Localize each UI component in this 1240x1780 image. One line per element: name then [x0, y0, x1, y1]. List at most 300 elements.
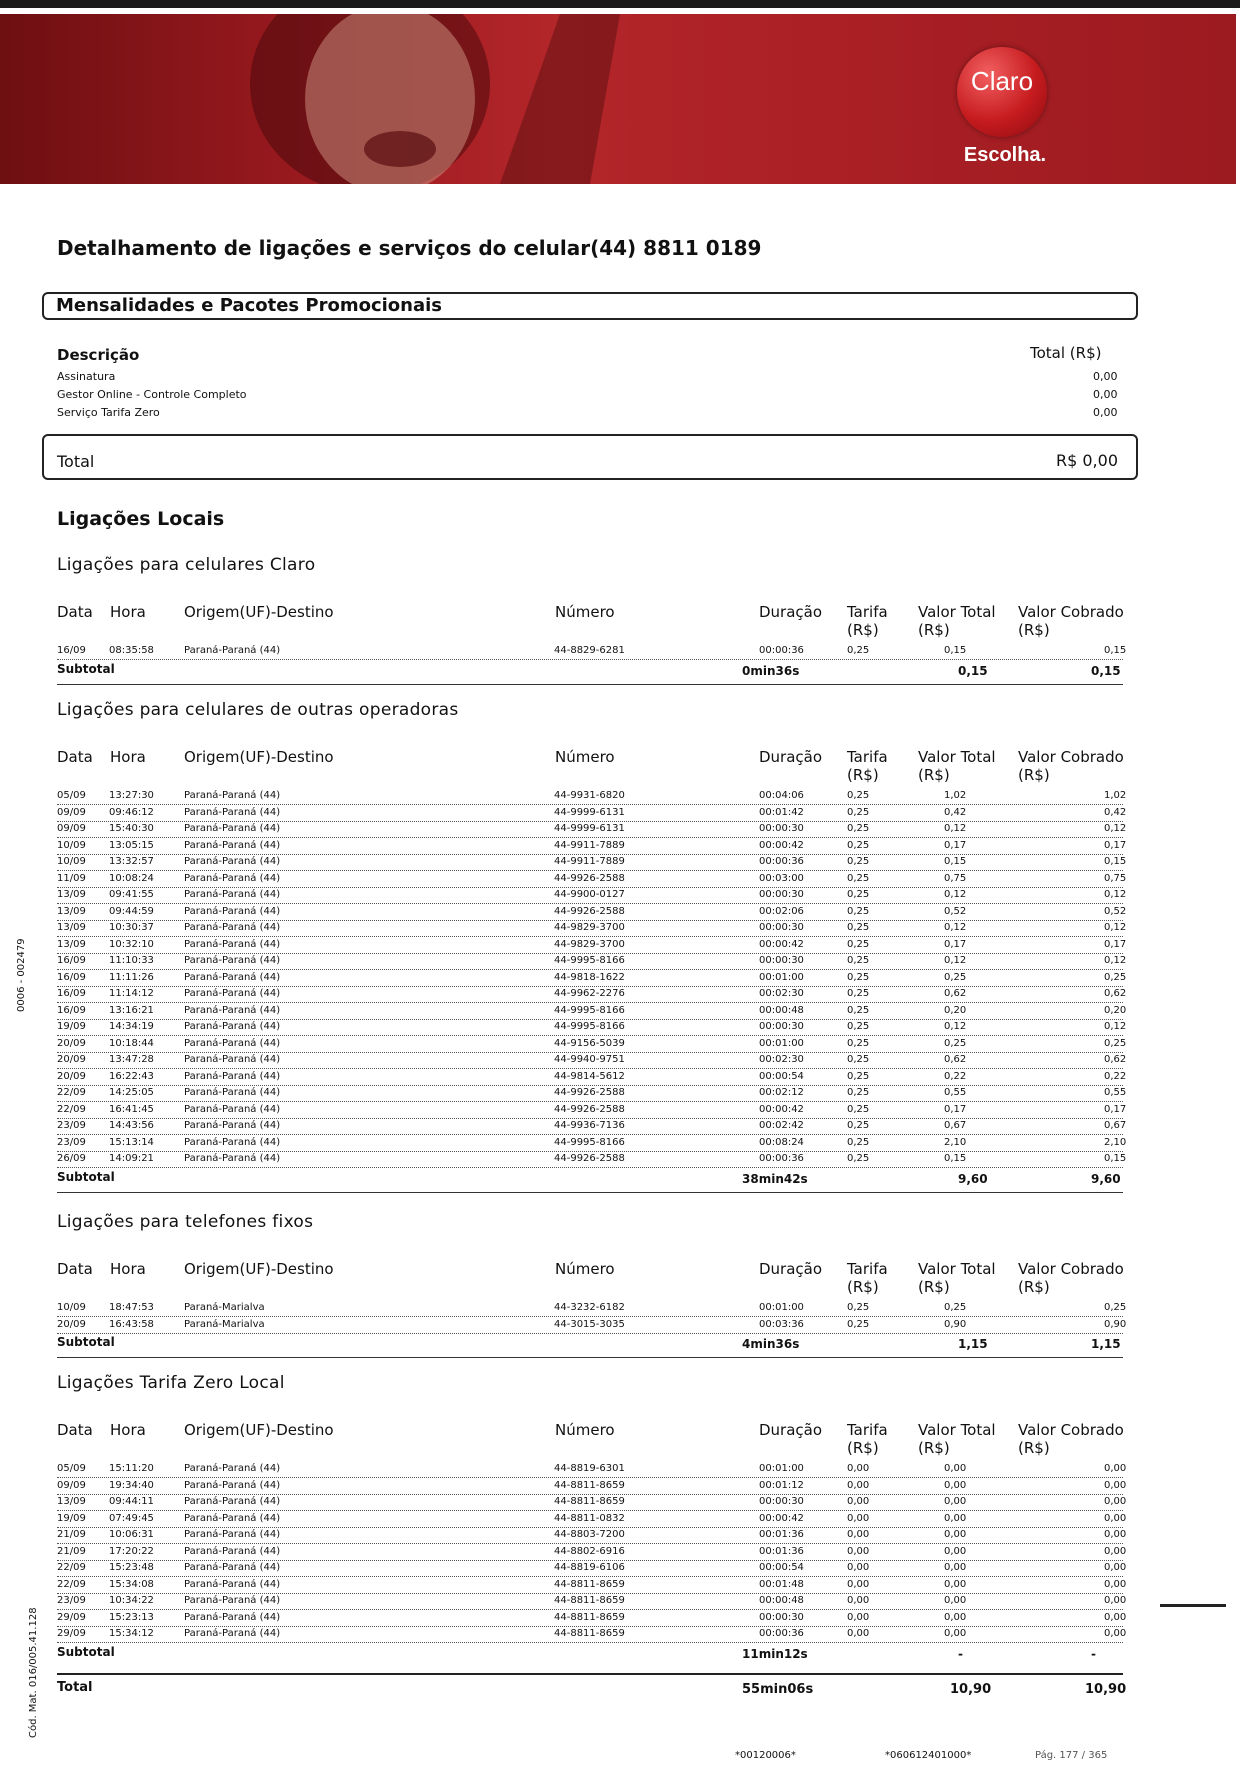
subtotal-label: Subtotal: [57, 661, 115, 676]
table-cell: Paraná-Paraná (44): [184, 839, 281, 851]
table-cell: 05/09: [57, 790, 86, 801]
table-cell: 0,00: [1104, 1628, 1127, 1639]
mensalidade-desc: Serviço Tarifa Zero: [57, 406, 160, 419]
table-cell: 44-9829-3700: [554, 938, 625, 950]
col-hora: Hora: [110, 1421, 146, 1439]
table-cell: 0,00: [847, 1595, 870, 1606]
table-cell: Paraná-Paraná (44): [184, 1628, 281, 1639]
grand-total-cobrado: 10,90: [1085, 1682, 1127, 1697]
table-cell: 44-9936-7136: [554, 1120, 625, 1131]
table-cell: 0,62: [1104, 988, 1127, 999]
table-cell: Paraná-Paraná (44): [184, 955, 281, 966]
table-cell: 0,12: [944, 922, 967, 933]
table-cell: Paraná-Paraná (44): [184, 1021, 281, 1032]
total-box: [42, 434, 1138, 480]
table-cell: Paraná-Paraná (44): [184, 988, 281, 999]
table-cell: 0,25: [847, 1087, 870, 1098]
table-cell: 0,22: [944, 1070, 967, 1082]
table-row: [57, 1102, 1127, 1119]
table-row: [57, 1019, 1127, 1036]
margin-mark: [1160, 1604, 1226, 1607]
table-cell: 0,00: [1104, 1595, 1127, 1606]
table-cell: 0,15: [944, 645, 967, 656]
mensalidade-desc: Gestor Online - Controle Completo: [57, 388, 247, 401]
table-cell: 0,90: [944, 1318, 967, 1330]
table-row: [57, 805, 1127, 822]
subtotal-duracao: 38min42s: [742, 1171, 808, 1186]
table-cell: 14:25:05: [109, 1087, 154, 1098]
col-valor-total: Valor Total (R$): [918, 1421, 996, 1457]
table-cell: 15:34:12: [109, 1628, 154, 1639]
table-cell: 14:34:19: [109, 1021, 154, 1032]
table-cell: Paraná-Paraná (44): [184, 1529, 281, 1540]
table-cell: 0,12: [944, 1021, 967, 1032]
table-cell: 0,62: [1104, 1054, 1127, 1065]
table-cell: 09:44:11: [109, 1496, 154, 1507]
mensalidades-heading: Mensalidades e Pacotes Promocionais: [56, 295, 443, 316]
table-cell: 00:01:12: [759, 1479, 804, 1491]
table-cell: 0,17: [1104, 1103, 1127, 1115]
table-cell: 17:20:22: [109, 1545, 154, 1557]
table-cell: 20/09: [57, 1318, 86, 1330]
table-row: [57, 1300, 1127, 1317]
table-cell: 0,25: [847, 1120, 870, 1131]
subtotal-total: 0,15: [958, 663, 988, 678]
table-cell: 0,25: [847, 1153, 870, 1164]
footer-code-2: *060612401000*: [885, 1750, 972, 1761]
table-cell: 44-9995-8166: [554, 1021, 625, 1032]
table-cell: 16/09: [57, 971, 86, 983]
table-cell: 00:00:42: [759, 1103, 804, 1115]
table-cell: 00:02:30: [759, 1054, 804, 1065]
table-row: [57, 887, 1127, 904]
table-cell: 26/09: [57, 1153, 86, 1164]
table-cell: 16/09: [57, 988, 86, 999]
total-label: Total: [57, 452, 95, 471]
table-cell: 0,00: [944, 1529, 967, 1540]
table-cell: Paraná-Paraná (44): [184, 1479, 281, 1491]
table-cell: 0,25: [847, 790, 870, 801]
table-row: [57, 1560, 1127, 1577]
table-cell: 00:00:42: [759, 938, 804, 950]
table-cell: 0,25: [847, 872, 870, 884]
table-cell: Paraná-Paraná (44): [184, 856, 281, 867]
table-cell: 0,17: [944, 1103, 967, 1115]
table-row: [57, 937, 1127, 954]
table-cell: 0,00: [944, 1595, 967, 1606]
claro-logo: Claro: [970, 66, 1034, 96]
table-cell: 00:01:42: [759, 806, 804, 818]
section-divider: [57, 1192, 1123, 1193]
mensalidade-total: 0,00: [1093, 370, 1118, 383]
col-descricao: Descrição: [57, 346, 140, 364]
table-row: [57, 838, 1127, 855]
col-hora: Hora: [110, 748, 146, 766]
table-cell: 0,17: [1104, 938, 1127, 950]
table-cell: 00:00:36: [759, 645, 804, 656]
col-data: Data: [57, 603, 93, 621]
table-row: [57, 953, 1127, 970]
table-cell: 00:08:24: [759, 1136, 804, 1148]
table-row: [57, 821, 1127, 838]
table-cell: 13/09: [57, 938, 86, 950]
table-cell: 00:00:42: [759, 839, 804, 851]
table-cell: Paraná-Paraná (44): [184, 1070, 281, 1082]
table-cell: 0,20: [944, 1004, 967, 1016]
table-cell: 0,00: [1104, 1496, 1127, 1507]
table-cell: 0,15: [1104, 1153, 1127, 1164]
table-cell: 00:00:30: [759, 823, 804, 834]
table-cell: 13/09: [57, 889, 86, 900]
table-cell: Paraná-Paraná (44): [184, 1512, 281, 1524]
table-cell: 44-9962-2276: [554, 988, 625, 999]
table-cell: 09/09: [57, 823, 86, 834]
table-cell: 0,25: [847, 988, 870, 999]
table-cell: 44-9911-7889: [554, 856, 625, 867]
mensalidade-total: 0,00: [1093, 406, 1118, 419]
table-cell: 20/09: [57, 1070, 86, 1082]
table-cell: Paraná-Marialva: [184, 1318, 265, 1330]
subtotal-total: 1,15: [958, 1337, 988, 1351]
col-hora: Hora: [110, 603, 146, 621]
table-cell: 0,25: [944, 1302, 967, 1313]
table-cell: 10:18:44: [109, 1037, 154, 1049]
table-row: [57, 854, 1127, 871]
table-cell: 44-9995-8166: [554, 955, 625, 966]
table-cell: 0,12: [1104, 955, 1127, 966]
subtotal-label: Subtotal: [57, 1644, 115, 1659]
col-data: Data: [57, 1260, 93, 1278]
table-row: [57, 1003, 1127, 1020]
page-number: Pág. 177 / 365: [1035, 1750, 1108, 1761]
table-cell: 0,12: [1104, 889, 1127, 900]
table-cell: 44-9818-1622: [554, 971, 625, 983]
table-cell: Paraná-Paraná (44): [184, 938, 281, 950]
table-cell: 0,25: [847, 1004, 870, 1016]
table-cell: 10:34:22: [109, 1595, 154, 1606]
table-cell: 15:23:48: [109, 1562, 154, 1573]
table-cell: 00:00:30: [759, 922, 804, 933]
col-valor-cobrado: Valor Cobrado (R$): [1018, 1260, 1124, 1296]
table-cell: 44-8811-0832: [554, 1512, 625, 1524]
table-cell: Paraná-Paraná (44): [184, 1153, 281, 1164]
table-cell: 0,75: [1104, 872, 1127, 884]
table-cell: 0,00: [944, 1611, 967, 1623]
table-cell: 0,25: [847, 922, 870, 933]
table-row: [57, 986, 1127, 1003]
table-cell: 44-8802-6916: [554, 1545, 625, 1557]
side-code-top: 0006 - 002479: [16, 938, 27, 1012]
subtotal-cobrado: 1,15: [1091, 1337, 1121, 1351]
subtotal-total: -: [958, 1646, 963, 1661]
table-cell: 0,00: [1104, 1545, 1127, 1557]
table-cell: 44-9931-6820: [554, 790, 625, 801]
table-cell: 0,75: [944, 872, 967, 884]
table-cell: Paraná-Paraná (44): [184, 1578, 281, 1590]
table-cell: 00:00:54: [759, 1562, 804, 1573]
total-value: R$ 0,00: [1055, 451, 1118, 470]
table-cell: 13:32:57: [109, 856, 154, 867]
table-cell: 00:02:06: [759, 905, 804, 917]
subtotal-cobrado: -: [1091, 1646, 1096, 1661]
table-cell: 0,00: [944, 1628, 967, 1639]
banner-photo: [200, 14, 620, 184]
table-cell: Paraná-Paraná (44): [184, 1087, 281, 1098]
mensalidade-total: 0,00: [1093, 388, 1118, 401]
table-cell: 44-9900-0127: [554, 889, 625, 900]
table-cell: 09/09: [57, 806, 86, 818]
subtotal-label: Subtotal: [57, 1169, 115, 1184]
table-cell: Paraná-Paraná (44): [184, 645, 281, 656]
table-cell: Paraná-Paraná (44): [184, 806, 281, 818]
table-row: [57, 1118, 1127, 1135]
table-cell: 0,15: [944, 856, 967, 867]
table-cell: 20/09: [57, 1037, 86, 1049]
table-cell: 2,10: [1104, 1136, 1127, 1148]
table-cell: 13/09: [57, 905, 86, 917]
table-cell: 44-9829-3700: [554, 922, 625, 933]
slogan: Escolha.: [963, 144, 1047, 166]
table-cell: 0,25: [944, 971, 967, 983]
table-cell: 44-9940-9751: [554, 1054, 625, 1065]
table-row: [57, 904, 1127, 921]
table-cell: 44-8811-8659: [554, 1479, 625, 1491]
table-cell: 0,15: [944, 1153, 967, 1164]
table-cell: 0,62: [944, 988, 967, 999]
col-duracao: Duração: [759, 748, 823, 766]
table-cell: 00:00:30: [759, 1021, 804, 1032]
table-cell: 10:32:10: [109, 938, 154, 950]
col-origem: Origem(UF)-Destino: [184, 1421, 334, 1439]
col-valor-cobrado: Valor Cobrado (R$): [1018, 603, 1124, 639]
table-cell: 0,55: [1104, 1087, 1127, 1098]
table-cell: 0,00: [1104, 1512, 1127, 1524]
table-cell: 0,12: [944, 823, 967, 834]
table-cell: 09:41:55: [109, 889, 154, 900]
table-cell: 44-8811-8659: [554, 1611, 625, 1623]
table-row: [57, 1052, 1127, 1069]
table-cell: 13:27:30: [109, 790, 154, 801]
table-cell: 13/09: [57, 1496, 86, 1507]
side-code-bottom: Cód. Mat. 016/005.41.128: [28, 1607, 39, 1738]
table-row: [57, 1069, 1127, 1086]
table-cell: 00:00:48: [759, 1595, 804, 1606]
table-cell: 0,25: [847, 1302, 870, 1313]
col-tarifa: Tarifa (R$): [847, 603, 888, 639]
table-cell: 0,00: [847, 1562, 870, 1573]
table-cell: 0,17: [944, 938, 967, 950]
table-cell: 10:08:24: [109, 872, 154, 884]
table-cell: 0,00: [944, 1479, 967, 1491]
table-cell: 0,00: [847, 1496, 870, 1507]
table-cell: 0,00: [847, 1463, 870, 1474]
col-duracao: Duração: [759, 603, 823, 621]
table-cell: 08:35:58: [109, 645, 154, 656]
table-cell: 00:00:54: [759, 1070, 804, 1082]
table-cell: Paraná-Paraná (44): [184, 1595, 281, 1606]
table-cell: Paraná-Paraná (44): [184, 1496, 281, 1507]
col-numero: Número: [555, 748, 615, 766]
table-cell: 22/09: [57, 1578, 86, 1590]
table-cell: 0,00: [847, 1628, 870, 1639]
table-cell: 00:00:30: [759, 1496, 804, 1507]
mensalidade-desc: Assinatura: [57, 370, 116, 383]
table-cell: 44-3015-3035: [554, 1318, 625, 1330]
table-cell: 0,00: [944, 1512, 967, 1524]
table-cell: 1,02: [1104, 790, 1127, 801]
col-tarifa: Tarifa (R$): [847, 748, 888, 784]
table-cell: 0,00: [944, 1496, 967, 1507]
table-cell: 0,67: [944, 1120, 967, 1131]
table-cell: 0,25: [847, 1136, 870, 1148]
mensalidades-bar: [42, 292, 1138, 320]
grand-total-total: 10,90: [950, 1682, 992, 1697]
table-cell: 44-8819-6301: [554, 1463, 625, 1474]
table-row: [57, 920, 1127, 937]
table-cell: 0,00: [1104, 1529, 1127, 1540]
table-cell: 00:03:00: [759, 872, 804, 884]
col-origem: Origem(UF)-Destino: [184, 748, 334, 766]
table-row: [57, 1511, 1127, 1528]
table-cell: 0,25: [847, 1318, 870, 1330]
table-cell: 00:01:00: [759, 1302, 804, 1313]
table-cell: 0,00: [847, 1479, 870, 1491]
table-row: [57, 1527, 1127, 1544]
table-cell: 00:03:36: [759, 1318, 804, 1330]
subtotal-duracao: 11min12s: [742, 1646, 808, 1661]
table-cell: 0,00: [944, 1562, 967, 1573]
table-cell: 0,12: [1104, 823, 1127, 834]
table-cell: 0,25: [847, 645, 870, 656]
table-cell: 0,00: [1104, 1479, 1127, 1491]
table-cell: 14:43:56: [109, 1120, 154, 1131]
table-cell: 16:43:58: [109, 1318, 154, 1330]
table-cell: Paraná-Paraná (44): [184, 1004, 281, 1016]
table-cell: 16/09: [57, 645, 86, 656]
table-cell: 0,25: [944, 1037, 967, 1049]
table-cell: 0,25: [847, 938, 870, 950]
section-title: Ligações para telefones fixos: [57, 1212, 314, 1232]
col-numero: Número: [555, 1421, 615, 1439]
table-cell: 0,25: [847, 955, 870, 966]
table-cell: 44-8819-6106: [554, 1562, 625, 1573]
table-cell: 0,00: [847, 1611, 870, 1623]
table-cell: 29/09: [57, 1628, 86, 1639]
table-row: [57, 1544, 1127, 1561]
table-cell: 44-9926-2588: [554, 872, 625, 884]
table-cell: 0,00: [1104, 1611, 1127, 1623]
table-cell: 09/09: [57, 1479, 86, 1491]
table-cell: 23/09: [57, 1595, 86, 1606]
subtotal-cobrado: 9,60: [1091, 1171, 1121, 1186]
table-cell: 00:00:30: [759, 1611, 804, 1623]
table-cell: 00:00:36: [759, 856, 804, 867]
table-cell: 0,25: [847, 806, 870, 818]
table-cell: 29/09: [57, 1611, 86, 1623]
table-cell: 0,15: [1104, 856, 1127, 867]
table-row: [57, 1135, 1127, 1152]
table-cell: Paraná-Paraná (44): [184, 1562, 281, 1573]
table-cell: 22/09: [57, 1087, 86, 1098]
table-cell: 0,90: [1104, 1318, 1127, 1330]
table-cell: 20/09: [57, 1054, 86, 1065]
table-cell: 00:01:00: [759, 971, 804, 983]
table-cell: 0,42: [1104, 806, 1127, 818]
table-row: [57, 1461, 1127, 1478]
table-cell: 22/09: [57, 1562, 86, 1573]
table-cell: 0,25: [1104, 1302, 1127, 1313]
table-cell: 00:01:36: [759, 1529, 804, 1540]
table-cell: 0,25: [847, 1021, 870, 1032]
table-cell: Paraná-Paraná (44): [184, 1054, 281, 1065]
col-hora: Hora: [110, 1260, 146, 1278]
col-numero: Número: [555, 603, 615, 621]
table-cell: Paraná-Paraná (44): [184, 1463, 281, 1474]
table-cell: 11:14:12: [109, 988, 154, 999]
table-cell: 44-9995-8166: [554, 1136, 625, 1148]
table-cell: 44-9156-5039: [554, 1037, 625, 1049]
table-cell: 0,00: [944, 1463, 967, 1474]
table-cell: 00:04:06: [759, 790, 804, 801]
table-cell: 00:00:36: [759, 1153, 804, 1164]
table-cell: 00:00:48: [759, 1004, 804, 1016]
table-cell: 0,52: [1104, 905, 1127, 917]
table-cell: 0,17: [944, 839, 967, 851]
col-origem: Origem(UF)-Destino: [184, 603, 334, 621]
table-cell: 13/09: [57, 922, 86, 933]
col-duracao: Duração: [759, 1260, 823, 1278]
table-cell: 0,00: [1104, 1463, 1127, 1474]
table-cell: 15:34:08: [109, 1578, 154, 1590]
table-cell: 0,25: [847, 905, 870, 917]
table-cell: 00:01:00: [759, 1463, 804, 1474]
table-cell: 44-9999-6131: [554, 823, 625, 834]
table-cell: 19/09: [57, 1512, 86, 1524]
table-cell: 1,02: [944, 790, 967, 801]
table-cell: 0,15: [1104, 645, 1127, 656]
table-row: [57, 871, 1127, 888]
col-data: Data: [57, 1421, 93, 1439]
table-cell: 44-9911-7889: [554, 839, 625, 851]
table-cell: 2,10: [944, 1136, 967, 1148]
table-cell: 0,20: [1104, 1004, 1127, 1016]
table-cell: 44-8811-8659: [554, 1496, 625, 1507]
table-cell: 10:06:31: [109, 1529, 154, 1540]
table-cell: 11:11:26: [109, 971, 154, 983]
table-cell: 0,25: [847, 839, 870, 851]
table-cell: 11:10:33: [109, 955, 154, 966]
table-cell: 05/09: [57, 1463, 86, 1474]
table-cell: 15:23:13: [109, 1611, 154, 1623]
table-cell: 11/09: [57, 872, 86, 884]
subtotal-total: 9,60: [958, 1171, 988, 1186]
table-cell: 44-9926-2588: [554, 1153, 625, 1164]
table-cell: 00:00:42: [759, 1512, 804, 1524]
table-cell: 0,52: [944, 905, 967, 917]
table-cell: 0,25: [1104, 971, 1127, 983]
table-row: [57, 1593, 1127, 1610]
table-cell: 44-8811-8659: [554, 1578, 625, 1590]
table-cell: 21/09: [57, 1545, 86, 1557]
table-cell: 0,25: [1104, 1037, 1127, 1049]
table-cell: 0,25: [847, 971, 870, 983]
table-cell: 44-9999-6131: [554, 806, 625, 818]
col-data: Data: [57, 748, 93, 766]
table-cell: 09:46:12: [109, 806, 154, 818]
table-cell: Paraná-Paraná (44): [184, 889, 281, 900]
table-cell: Paraná-Marialva: [184, 1302, 265, 1313]
section-divider: [57, 684, 1123, 685]
